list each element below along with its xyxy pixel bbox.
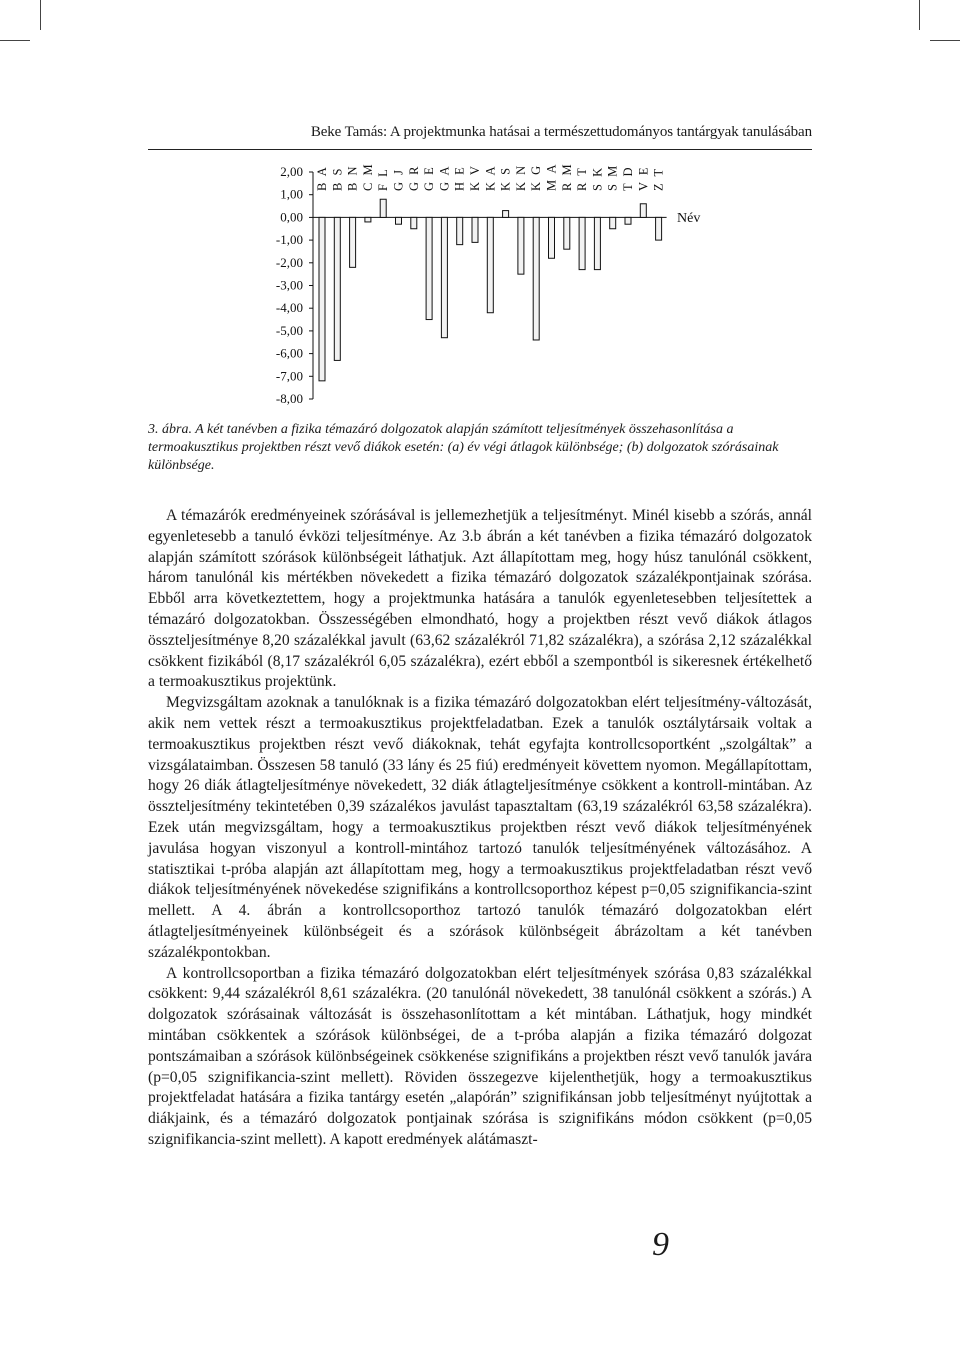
x-tick-label: T D — [621, 165, 635, 191]
y-tick-label: -7,00 — [275, 368, 303, 384]
x-tick-label: K G — [529, 163, 544, 191]
y-tick-label: -8,00 — [275, 391, 303, 406]
x-tick-label: B N — [345, 164, 360, 191]
y-tick-label: -3,00 — [275, 277, 303, 293]
page-number: 9 — [652, 1226, 669, 1263]
x-tick-label: K V — [468, 164, 482, 191]
x-tick-label: G A — [437, 164, 452, 191]
y-tick-label: -6,00 — [275, 345, 303, 361]
bar — [594, 217, 600, 269]
crop-mark — [40, 0, 41, 30]
running-head: Beke Tamás: A projektmunka hatásai a természettudományos tantárgyak tanulásában — [310, 124, 812, 140]
bar — [625, 217, 631, 224]
y-tick-label: 2,00 — [280, 164, 303, 179]
bar — [503, 211, 509, 218]
figure-3-bar-chart — [148, 150, 812, 412]
bar — [610, 217, 616, 228]
y-tick-label: -4,00 — [275, 300, 303, 316]
bar — [564, 217, 570, 249]
paragraph: A témazárók eredményeinek szórásával is jellemezhetjük a teljesítményt. Minél kisebb a szórás, annál egyenletesebb a tanuló évközi teljesítménye. Az 3.b ábrán a két tanévben a fizika témazáró dolgozatok alapján számított szórások különbségeit láthatjuk. Azt állapítottam meg, hogy húsz tanulónál csökkent, három tanulónál kis mértékben növekedett a fizika témazáró dolgozatok százalékpontjainak szórása. Ebből arra következtettem, hogy a projektmunka hatására a tanulók egyenletesebben teljesítettek a témazáró dolgozatokban. Összességében elmondható, hogy a projektben részt vevő diákok átlagos összteljesítménye 8,20 százalékkal javult (63,62 százalékról 71,82 százalékra), a szórása 2,12 százalékkal csökkent fizikából (8,17 százalékról 6,05 százalékra), ezért ebből a szempontból is sikeresnek értékelhető a termoakusztikus projektünk. — [148, 507, 812, 691]
x-tick-label: C M — [360, 162, 375, 191]
x-axis-label: Név — [677, 211, 701, 226]
bar — [549, 217, 555, 258]
y-tick-label: -1,00 — [275, 232, 303, 248]
crop-mark — [919, 0, 920, 30]
x-tick-label: K S — [498, 165, 513, 191]
bar — [457, 217, 463, 244]
body-text — [148, 506, 812, 1151]
x-tick-label: Z T — [651, 166, 666, 191]
y-tick-label: -2,00 — [275, 254, 303, 270]
bar — [441, 217, 447, 337]
crop-mark — [0, 40, 30, 41]
x-tick-label: S K — [590, 165, 605, 191]
x-tick-label: V E — [636, 165, 651, 191]
x-tick-label: S M — [605, 163, 620, 191]
x-tick-label: H E — [452, 165, 467, 191]
bar — [640, 204, 646, 218]
bar — [472, 217, 478, 242]
figure-caption: 3. ábra. A két tanévben a fizika témazáró dolgozatok alapján számított teljesítmények összehasonlítása a termoakusztikus projektben részt vevő diákok esetén: (a) év végi átlagok különbsége; (b) dolgozatok szórásainak különbsége. — [148, 422, 779, 473]
x-tick-label: B A — [315, 165, 329, 191]
bar — [656, 217, 662, 240]
bar — [518, 217, 524, 274]
x-tick-label: K A — [483, 164, 498, 191]
bar — [319, 217, 325, 380]
bar — [579, 217, 585, 269]
crop-mark — [930, 40, 960, 41]
bar — [380, 199, 386, 217]
x-tick-label: M A — [544, 162, 559, 191]
x-tick-label: F L — [376, 167, 391, 191]
y-tick-label: -5,00 — [275, 322, 303, 338]
bar — [365, 217, 371, 222]
bar — [411, 217, 417, 228]
x-tick-label: R T — [575, 166, 590, 191]
y-tick-label: 1,00 — [280, 186, 303, 202]
paragraph: Megvizsgáltam azoknak a tanulóknak is a fizika témazáró dolgozatokban elért teljesítmény-változását, akik nem vettek részt a termoakusztikus projektfeladatban. Ezek a tanulók osztálytársaik voltak a termoakusztikus projektben részt vevő diákoknak, tehát egyfajta kontrollcsoportként „szolgáltak” a vizsgálataimban. Összesen 58 tanuló (33 lány és 25 fiú) eredményeit követtem nyomon. Megállapítottam, hogy 26 diák átlagteljesítménye növekedett, 32 diák átlagteljesítménye csökkent a kontroll-mintában. Az összteljesítmény tekintetében 0,39 százalékos javulást tapasztaltam (63,19 százalékról 63,58 százalékra). Ezek után megvizsgáltam, hogy a termoakusztikus projektben részt vevő diákok teljesítményének javulása hogyan viszonyul a kontroll-mintához tartozó tanulók teljesítményének változásához. A statisztikai t-próba alapján azt állapítottam meg, hogy a termoakusztikus projektfeladatban részt vevő diákok teljesítményének növekedése szignifikáns a kontrollcsoporthoz képest p=0,05 szignifikancia-szint mellett. A 4. ábrán a kontrollcsoporthoz tartozó tanulók témazáró dolgozatokban elért átlagteljesítményeinek különbségeit és a szórások különbségeit ábrázoltam a két tanévben százalékpontokban. — [148, 694, 812, 961]
x-tick-label: K N — [513, 163, 528, 191]
x-tick-label: G J — [391, 167, 406, 191]
bar — [350, 217, 356, 267]
bar — [396, 217, 402, 224]
y-tick-label: 0,00 — [280, 209, 303, 225]
bar — [533, 217, 539, 340]
x-tick-label: G R — [406, 164, 421, 191]
bar — [487, 217, 493, 312]
bar — [334, 217, 340, 360]
bar — [426, 217, 432, 319]
x-tick-label: G E — [422, 165, 437, 191]
paragraph: A kontrollcsoportban a fizika témazáró dolgozatokban elért teljesítmények szórása 0,83 százalékkal csökkent: 9,44 százalékról 8,61 százalékra. (20 tanulónál növekedett, 38 tanulónál csökkent a szórás.) A dolgozatok szórásainak változását is összehasonlítottam a két mintában. Láthatjuk, hogy mindkét mintában csökkentek a szórások különbségei, de a t-próba alapján a fizika témazáró dolgozat pontszámaiban a szórások különbségeinek csökkenése szignifikáns a projektben részt vevő tanulók javára (p=0,05 szignifikancia-szint mellett). Röviden összegezve kijelenthetjük, hogy a termoakusztikus projektfeladat hatására a fizika tantárgy esetén „alapórán” szignifikánsan jobb teljesítményt nyújtottak a diákjaink, és a témazáró dolgozatok pontjainak szórása is szignifikáns módon csökkent (p=0,05 szignifikancia-szint mellett). A kapott eredmények alátámaszt- — [148, 964, 812, 1148]
x-tick-label: B S — [330, 166, 345, 191]
x-tick-label: R M — [559, 162, 574, 191]
